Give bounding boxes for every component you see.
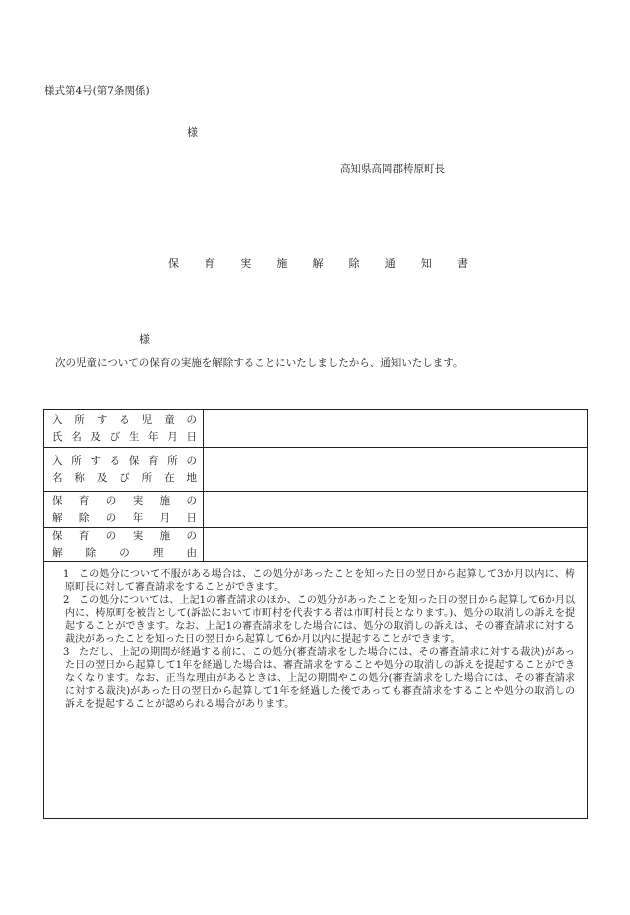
note-text: この処分については、上記1の審査請求のほか、この処分があったことを知った日の翌日から起算して6か月以内に、梼原町を被告として(訴訟において市町村を代表する者は市町村長となります。)、処分の取消しの訴えを提起することができます。なお、上記1の審査請求をした場合には、処分の取消しの訴えは、その審査請求に対する裁決があったことを知った日の翌日から起算して6か月以内に提起することができます。 xyxy=(65,595,575,645)
row-label-line: 入所する児童の xyxy=(52,413,197,426)
info-table xyxy=(43,409,588,819)
note-number: 2 xyxy=(63,595,70,606)
note-item xyxy=(52,568,575,594)
issuer-name: 高知県高岡郡梼原町長 xyxy=(340,163,445,175)
addressee-honorific: 様 xyxy=(139,333,150,346)
title-char: 通 xyxy=(384,257,396,270)
row-label xyxy=(44,410,204,447)
title-char: 保 xyxy=(168,257,179,270)
title-char: 書 xyxy=(457,257,468,270)
form-number: 様式第4号(第7条関係) xyxy=(44,85,150,97)
title-char: 知 xyxy=(420,257,432,270)
title-char: 実 xyxy=(240,257,252,270)
table-row xyxy=(44,492,587,528)
row-label xyxy=(44,492,204,527)
title-char: 育 xyxy=(204,257,216,270)
note-text: この処分について不服がある場合は、この処分があったことを知った日の翌日から起算して3か月以内に、梼原町長に対して審査請求をすることができます。 xyxy=(65,569,575,593)
row-label xyxy=(44,528,204,561)
table-row xyxy=(44,528,587,562)
note-item xyxy=(52,594,575,646)
table-row xyxy=(44,410,587,448)
row-label-line: 氏名及び生年月日 xyxy=(52,430,197,443)
row-label-line: 名称及び所在地 xyxy=(52,471,197,484)
document-title xyxy=(168,255,468,271)
termination-date-field[interactable] xyxy=(204,492,587,527)
note-item xyxy=(52,646,575,711)
intro-sentence: 次の児童についての保育の実施を解除することにいたしましたから、通知いたします。 xyxy=(55,357,464,369)
row-label-line: 保育の実施の xyxy=(52,494,197,507)
note-number: 1 xyxy=(63,569,70,580)
appeal-notes xyxy=(44,562,587,818)
row-label-line: 保育の実施の xyxy=(52,529,197,542)
row-label-line: 解除の年月日 xyxy=(52,511,197,524)
child-name-birthdate-field[interactable] xyxy=(204,410,587,447)
note-text: ただし、上記の期間が経過する前に、この処分(審査請求をした場合には、その審査請求に対する裁決)があった日の翌日から起算して1年を経過した場合は、審査請求をすることや処分の取消しの訴えを提起することができなくなります。なお、正当な理由があるときは、上記の期間やこの処分(審査請求をした場合には、その審査請求に対する裁決)があった日の翌日から起算して1年を経過した後であっても審査請求をすることや処分の取消しの訴えを提起することが認められる場合があります。 xyxy=(65,647,575,710)
title-char: 解 xyxy=(312,257,324,270)
title-char: 施 xyxy=(276,257,288,270)
nursery-name-address-field[interactable] xyxy=(204,448,587,491)
termination-reason-field[interactable] xyxy=(204,528,587,561)
title-char: 除 xyxy=(348,257,360,270)
addressee-honorific-top: 様 xyxy=(187,126,198,139)
note-number: 3 xyxy=(63,647,70,658)
row-label-line: 入所する保育所の xyxy=(52,454,197,467)
table-row xyxy=(44,448,587,492)
row-label-line: 解除の理由 xyxy=(52,546,197,559)
row-label xyxy=(44,448,204,491)
